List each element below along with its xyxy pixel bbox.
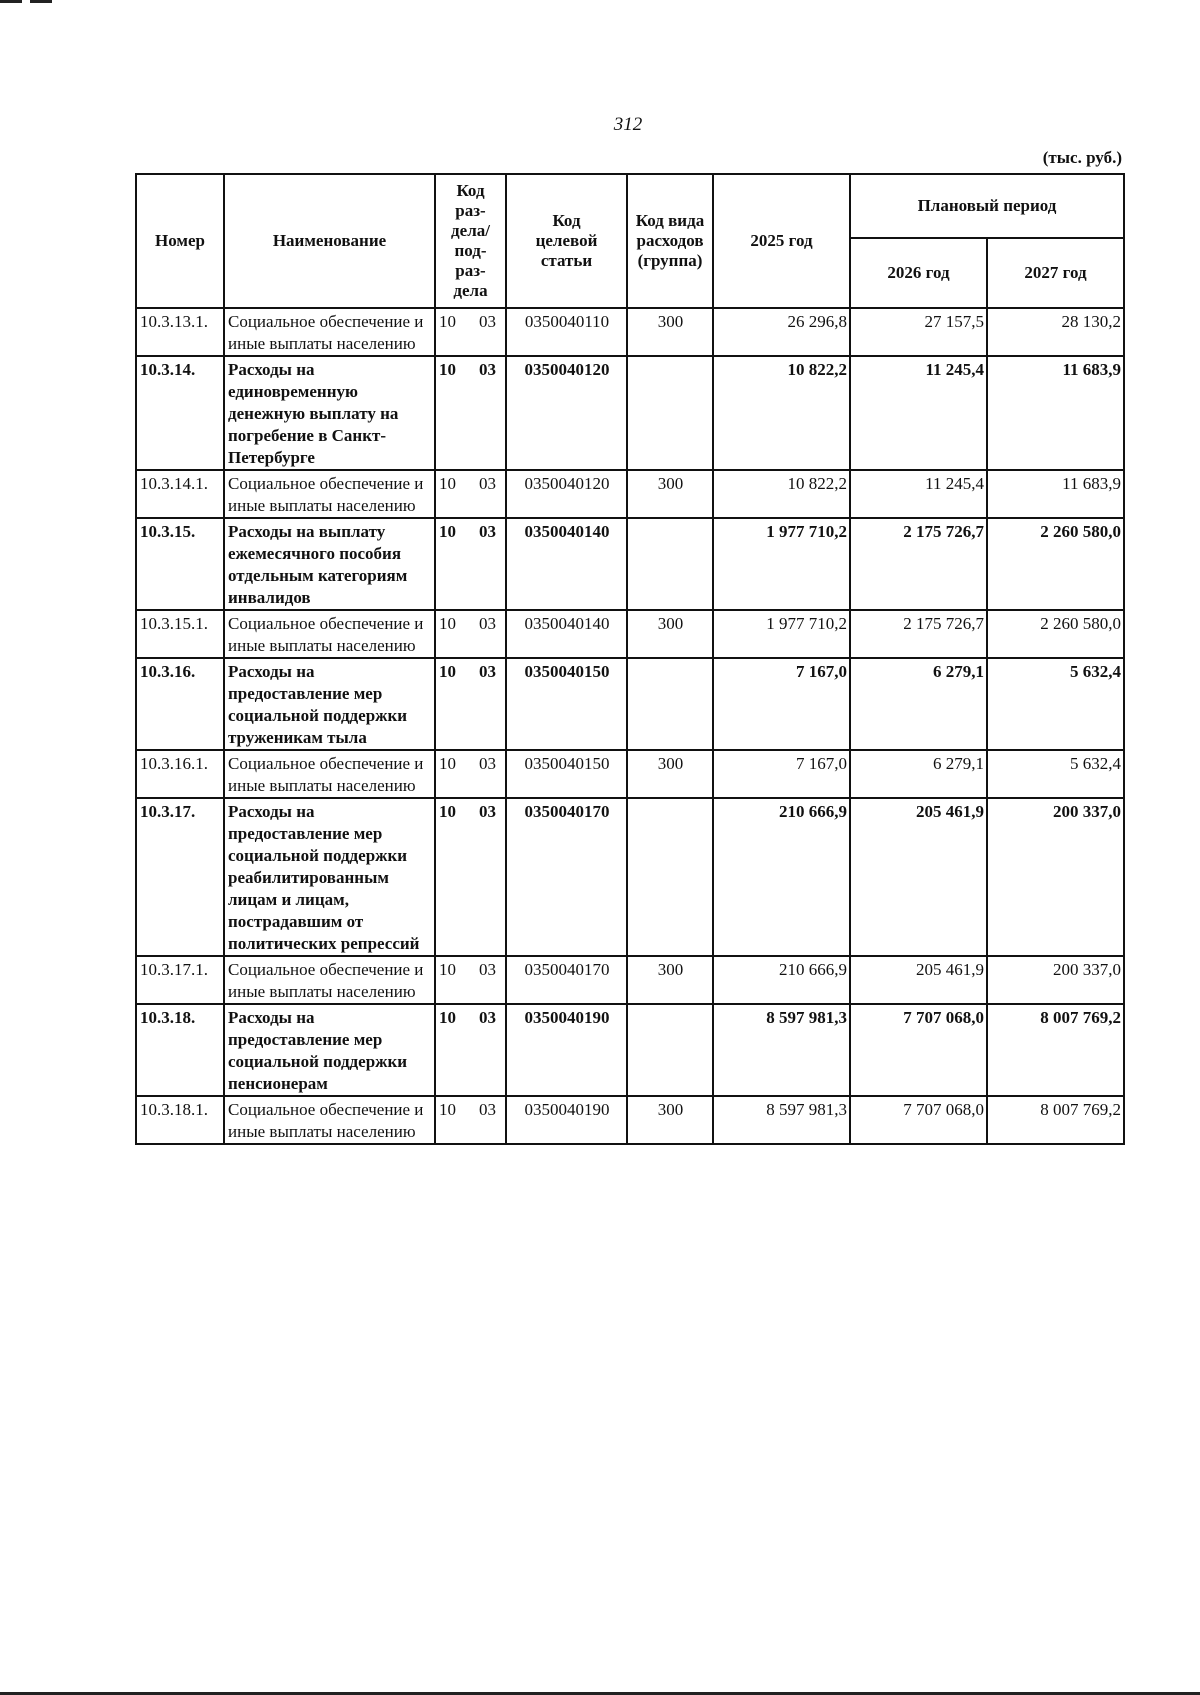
row-amount-2025: 10 822,2 bbox=[713, 356, 850, 470]
table-row bbox=[136, 956, 1124, 1004]
scan-edge-mark bbox=[30, 0, 52, 3]
row-expense-type: 300 bbox=[627, 1096, 713, 1144]
table-row bbox=[136, 1004, 1124, 1096]
row-name: Социальное обеспечение и иные выплаты населению bbox=[224, 750, 435, 798]
row-amount-2026: 2 175 726,7 bbox=[850, 610, 987, 658]
header-planning-period: Плановый период bbox=[850, 174, 1124, 238]
row-amount-2026: 27 157,5 bbox=[850, 308, 987, 356]
table-body bbox=[136, 308, 1124, 1144]
row-expense-type bbox=[627, 518, 713, 610]
header-year-2027: 2027 год bbox=[987, 238, 1124, 308]
row-number: 10.3.14.1. bbox=[136, 470, 224, 518]
row-number: 10.3.16.1. bbox=[136, 750, 224, 798]
row-subsection: 03 bbox=[479, 360, 496, 379]
row-target-code: 0350040140 bbox=[506, 518, 627, 610]
row-amount-2026: 7 707 068,0 bbox=[850, 1096, 987, 1144]
row-target-code: 0350040190 bbox=[506, 1004, 627, 1096]
row-name: Социальное обеспечение и иные выплаты населению bbox=[224, 1096, 435, 1144]
row-section: 10 bbox=[439, 1008, 456, 1027]
table-row bbox=[136, 798, 1124, 956]
row-amount-2027: 8 007 769,2 bbox=[987, 1096, 1124, 1144]
row-amount-2026: 205 461,9 bbox=[850, 956, 987, 1004]
row-name: Социальное обеспечение и иные выплаты населению bbox=[224, 610, 435, 658]
row-name: Расходы на единовременную денежную выплату на погребение в Санкт-Петербурге bbox=[224, 356, 435, 470]
row-subsection: 03 bbox=[479, 1008, 496, 1027]
units-label: (тыс. руб.) bbox=[1042, 148, 1122, 167]
header-year-2025: 2025 год bbox=[713, 174, 850, 308]
scan-edge-mark bbox=[0, 0, 22, 3]
row-subsection: 03 bbox=[479, 802, 496, 821]
row-expense-type bbox=[627, 658, 713, 750]
header-name: Наименование bbox=[224, 174, 435, 308]
row-expense-type bbox=[627, 1004, 713, 1096]
row-section-code bbox=[435, 470, 506, 518]
row-expense-type: 300 bbox=[627, 610, 713, 658]
row-amount-2026: 11 245,4 bbox=[850, 356, 987, 470]
row-amount-2027: 28 130,2 bbox=[987, 308, 1124, 356]
row-amount-2027: 2 260 580,0 bbox=[987, 518, 1124, 610]
table-row bbox=[136, 518, 1124, 610]
row-section: 10 bbox=[439, 474, 456, 493]
row-section: 10 bbox=[439, 662, 456, 681]
row-subsection: 03 bbox=[479, 312, 496, 331]
row-section-code bbox=[435, 750, 506, 798]
row-subsection: 03 bbox=[479, 960, 496, 979]
row-amount-2025: 26 296,8 bbox=[713, 308, 850, 356]
row-target-code: 0350040120 bbox=[506, 470, 627, 518]
row-amount-2025: 10 822,2 bbox=[713, 470, 850, 518]
row-section: 10 bbox=[439, 522, 456, 541]
row-name: Социальное обеспечение и иные выплаты населению bbox=[224, 470, 435, 518]
row-amount-2025: 1 977 710,2 bbox=[713, 518, 850, 610]
row-section: 10 bbox=[439, 1100, 456, 1119]
row-amount-2027: 11 683,9 bbox=[987, 356, 1124, 470]
budget-table bbox=[135, 173, 1125, 1145]
row-target-code: 0350040150 bbox=[506, 658, 627, 750]
row-name: Расходы на выплату ежемесячного пособия отдельным категориям инвалидов bbox=[224, 518, 435, 610]
row-amount-2027: 5 632,4 bbox=[987, 658, 1124, 750]
row-target-code: 0350040190 bbox=[506, 1096, 627, 1144]
row-section-code bbox=[435, 610, 506, 658]
table-row bbox=[136, 658, 1124, 750]
row-name: Социальное обеспечение и иные выплаты населению bbox=[224, 956, 435, 1004]
row-section: 10 bbox=[439, 360, 456, 379]
table-row bbox=[136, 308, 1124, 356]
row-expense-type: 300 bbox=[627, 470, 713, 518]
row-amount-2026: 2 175 726,7 bbox=[850, 518, 987, 610]
header-year-2026: 2026 год bbox=[850, 238, 987, 308]
header-target-code: Код целевой статьи bbox=[506, 174, 627, 308]
row-number: 10.3.15. bbox=[136, 518, 224, 610]
row-amount-2025: 7 167,0 bbox=[713, 658, 850, 750]
row-number: 10.3.18.1. bbox=[136, 1096, 224, 1144]
row-amount-2027: 5 632,4 bbox=[987, 750, 1124, 798]
row-number: 10.3.18. bbox=[136, 1004, 224, 1096]
row-amount-2025: 210 666,9 bbox=[713, 956, 850, 1004]
header-expense-type: Код вида расходов (группа) bbox=[627, 174, 713, 308]
row-section-code bbox=[435, 658, 506, 750]
row-expense-type bbox=[627, 798, 713, 956]
row-target-code: 0350040110 bbox=[506, 308, 627, 356]
row-number: 10.3.13.1. bbox=[136, 308, 224, 356]
table-row bbox=[136, 1096, 1124, 1144]
table-row bbox=[136, 610, 1124, 658]
row-amount-2026: 11 245,4 bbox=[850, 470, 987, 518]
row-amount-2025: 7 167,0 bbox=[713, 750, 850, 798]
row-number: 10.3.14. bbox=[136, 356, 224, 470]
header-number: Номер bbox=[136, 174, 224, 308]
row-section-code bbox=[435, 308, 506, 356]
row-section-code bbox=[435, 518, 506, 610]
row-section-code bbox=[435, 1096, 506, 1144]
row-amount-2026: 6 279,1 bbox=[850, 658, 987, 750]
row-section: 10 bbox=[439, 754, 456, 773]
row-amount-2026: 7 707 068,0 bbox=[850, 1004, 987, 1096]
row-expense-type: 300 bbox=[627, 956, 713, 1004]
row-amount-2027: 200 337,0 bbox=[987, 798, 1124, 956]
row-target-code: 0350040170 bbox=[506, 798, 627, 956]
row-subsection: 03 bbox=[479, 662, 496, 681]
row-number: 10.3.17. bbox=[136, 798, 224, 956]
row-expense-type: 300 bbox=[627, 750, 713, 798]
row-number: 10.3.15.1. bbox=[136, 610, 224, 658]
row-section-code bbox=[435, 956, 506, 1004]
row-amount-2025: 1 977 710,2 bbox=[713, 610, 850, 658]
row-number: 10.3.17.1. bbox=[136, 956, 224, 1004]
row-amount-2025: 8 597 981,3 bbox=[713, 1096, 850, 1144]
row-subsection: 03 bbox=[479, 754, 496, 773]
row-subsection: 03 bbox=[479, 474, 496, 493]
row-amount-2026: 6 279,1 bbox=[850, 750, 987, 798]
row-amount-2026: 205 461,9 bbox=[850, 798, 987, 956]
row-section: 10 bbox=[439, 614, 456, 633]
row-amount-2027: 200 337,0 bbox=[987, 956, 1124, 1004]
row-target-code: 0350040140 bbox=[506, 610, 627, 658]
row-subsection: 03 bbox=[479, 522, 496, 541]
row-section: 10 bbox=[439, 960, 456, 979]
page-number: 312 bbox=[613, 114, 643, 135]
row-section: 10 bbox=[439, 802, 456, 821]
row-section-code bbox=[435, 798, 506, 956]
row-subsection: 03 bbox=[479, 1100, 496, 1119]
row-name: Расходы на предоставление мер социальной поддержки пенсионерам bbox=[224, 1004, 435, 1096]
table-row bbox=[136, 750, 1124, 798]
row-name: Социальное обеспечение и иные выплаты населению bbox=[224, 308, 435, 356]
row-section: 10 bbox=[439, 312, 456, 331]
row-section-code bbox=[435, 356, 506, 470]
row-target-code: 0350040150 bbox=[506, 750, 627, 798]
row-amount-2027: 2 260 580,0 bbox=[987, 610, 1124, 658]
row-section-code bbox=[435, 1004, 506, 1096]
row-name: Расходы на предоставление мер социальной поддержки реабилитированным лицам и лицам, пострадавшим от политических репрессий bbox=[224, 798, 435, 956]
row-expense-type bbox=[627, 356, 713, 470]
row-number: 10.3.16. bbox=[136, 658, 224, 750]
row-name: Расходы на предоставление мер социальной поддержки труженикам тыла bbox=[224, 658, 435, 750]
header-section-code: Код раз-дела/ под-раз-дела bbox=[435, 174, 506, 308]
row-amount-2025: 210 666,9 bbox=[713, 798, 850, 956]
row-target-code: 0350040120 bbox=[506, 356, 627, 470]
table-row bbox=[136, 356, 1124, 470]
row-subsection: 03 bbox=[479, 614, 496, 633]
row-amount-2027: 8 007 769,2 bbox=[987, 1004, 1124, 1096]
row-amount-2025: 8 597 981,3 bbox=[713, 1004, 850, 1096]
row-target-code: 0350040170 bbox=[506, 956, 627, 1004]
row-amount-2027: 11 683,9 bbox=[987, 470, 1124, 518]
table-row bbox=[136, 470, 1124, 518]
row-expense-type: 300 bbox=[627, 308, 713, 356]
